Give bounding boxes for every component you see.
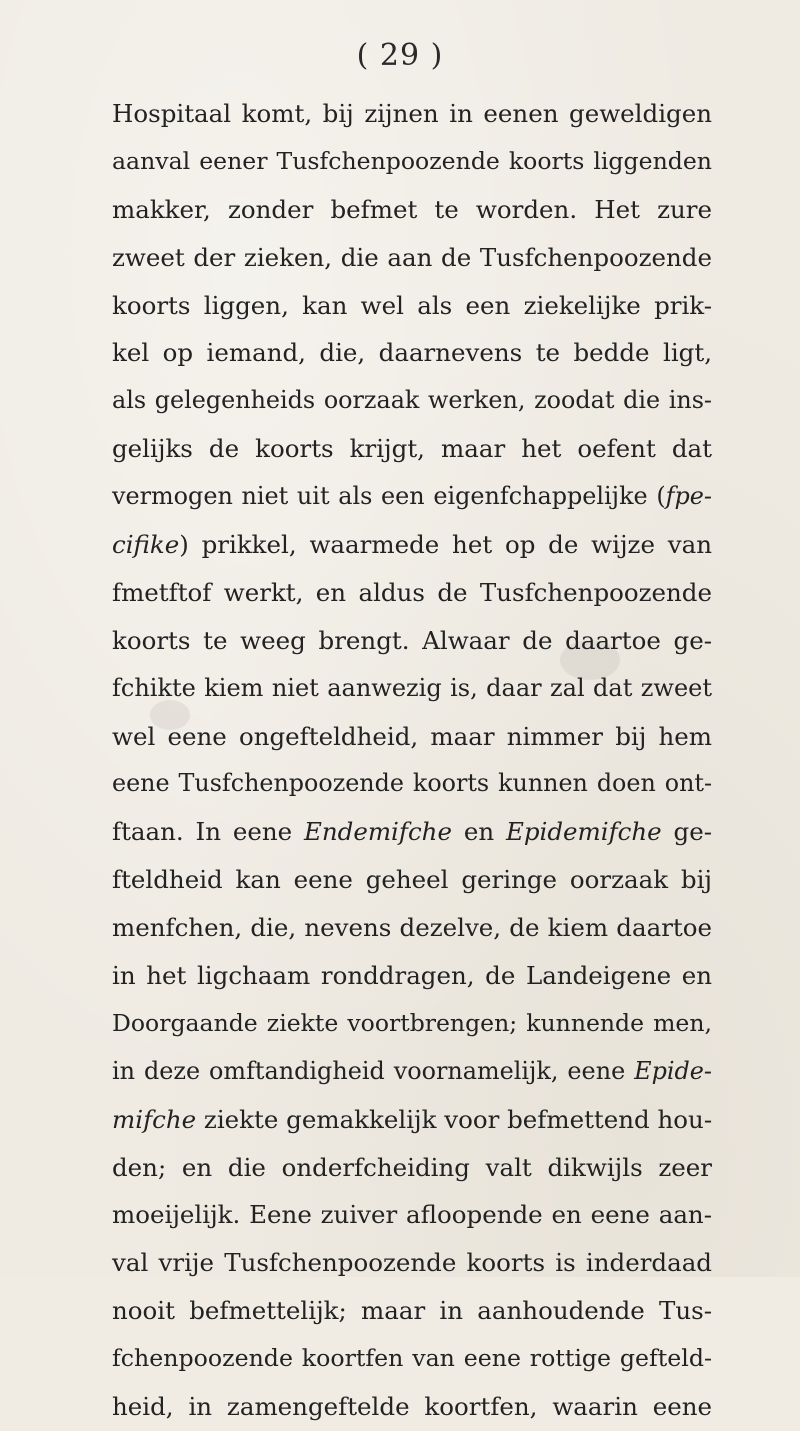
text-line — [112, 1096, 712, 1144]
text-line — [112, 1287, 712, 1335]
text-line — [112, 521, 712, 569]
text-line — [112, 1191, 712, 1239]
text-line — [112, 329, 712, 377]
text-segment: nooit befmettelijk; maar in aanhoudende Tus- — [112, 1296, 712, 1326]
text-segment: fchenpoozende koortfen van eene rottige gefteld- — [112, 1344, 712, 1373]
text-segment: zweet der zieken, die aan de Tusfchenpoozende — [112, 242, 712, 272]
text-segment: heid, in zamengeftelde koortfen, waarin eene — [112, 1392, 712, 1422]
text-line — [112, 282, 712, 330]
text-line — [112, 1239, 712, 1287]
text-segment: fmetftof werkt, en aldus de Tusfchenpoozende — [112, 577, 712, 607]
text-line — [112, 90, 712, 138]
text-segment: fteldheid kan eene geheel geringe oorzaak bij — [112, 865, 712, 895]
italic-text: Epidemifche — [505, 817, 662, 847]
text-line — [112, 1383, 712, 1431]
text-segment: en — [451, 817, 506, 847]
text-segment: als gelegenheids oorzaak werken, zoodat die ins- — [112, 386, 712, 415]
text-line — [112, 377, 712, 425]
text-segment: eene Tusfchenpoozende koorts kunnen doen ont- — [112, 769, 712, 798]
text-line — [112, 138, 712, 186]
text-line — [112, 1000, 712, 1048]
italic-text: Endemifche — [303, 817, 452, 847]
italic-text: fpe- — [665, 482, 712, 511]
body-text — [112, 90, 712, 1431]
text-line — [112, 1144, 712, 1192]
italic-text: mifche — [112, 1104, 197, 1134]
text-segment: gelijks de koorts krijgt, maar het oefent dat — [112, 434, 712, 464]
text-segment: in het ligchaam ronddragen, de Landeigene en — [112, 961, 712, 991]
text-line — [112, 234, 712, 282]
text-line — [112, 425, 712, 473]
text-line — [112, 1048, 712, 1096]
text-segment: moeijelijk. Eene zuiver afloopende en eene aan- — [112, 1200, 712, 1230]
text-segment: Doorgaande ziekte voortbrengen; kunnende men, — [112, 1008, 712, 1037]
text-segment: koorts liggen, kan wel als een ziekelijke prik- — [112, 290, 712, 320]
text-line — [112, 1335, 712, 1383]
italic-text: Epide- — [634, 1056, 712, 1085]
text-line — [112, 713, 712, 761]
text-segment: ge- — [661, 817, 712, 847]
text-line — [112, 760, 712, 808]
italic-text: cifike — [112, 530, 180, 560]
text-line — [112, 473, 712, 521]
text-segment: Hospitaal komt, bij zijnen in eenen geweldigen — [112, 99, 712, 128]
text-segment: val vrije Tusfchenpoozende koorts is inderdaad — [112, 1248, 712, 1278]
text-segment: ) prikkel, waarmede het op de wijze van — [179, 530, 712, 560]
text-line — [112, 617, 712, 665]
text-line — [112, 808, 712, 856]
text-segment: kel op iemand, die, daarnevens te bedde ligt, — [112, 338, 712, 368]
text-segment: aanval eener Tusfchenpoozende koorts liggenden — [112, 146, 712, 175]
text-segment: ziekte gemakkelijk voor befmettend hou- — [196, 1104, 713, 1134]
text-line — [112, 186, 712, 234]
text-segment: makker, zonder befmet te worden. Het zure — [112, 194, 712, 224]
text-line — [112, 904, 712, 952]
page-number: ( 29 ) — [356, 38, 444, 73]
text-line — [112, 569, 712, 617]
text-segment: koorts te weeg brengt. Alwaar de daartoe ge- — [112, 625, 712, 655]
text-line — [112, 952, 712, 1000]
text-line — [112, 665, 712, 713]
text-segment: in deze omftandigheid voornamelijk, eene — [112, 1056, 635, 1085]
text-segment: wel eene ongefteldheid, maar nimmer bij hem — [112, 721, 712, 751]
text-segment: ftaan. In eene — [112, 817, 304, 847]
text-segment: vermogen niet uit als een eigenfchappelijke ( — [112, 482, 666, 511]
text-segment: fchikte kiem niet aanwezig is, daar zal dat zweet — [112, 673, 712, 702]
text-line — [112, 856, 712, 904]
text-segment: den; en die onderfcheiding valt dikwijls zeer — [112, 1152, 712, 1182]
text-segment: menfchen, die, nevens dezelve, de kiem daartoe — [112, 913, 712, 943]
